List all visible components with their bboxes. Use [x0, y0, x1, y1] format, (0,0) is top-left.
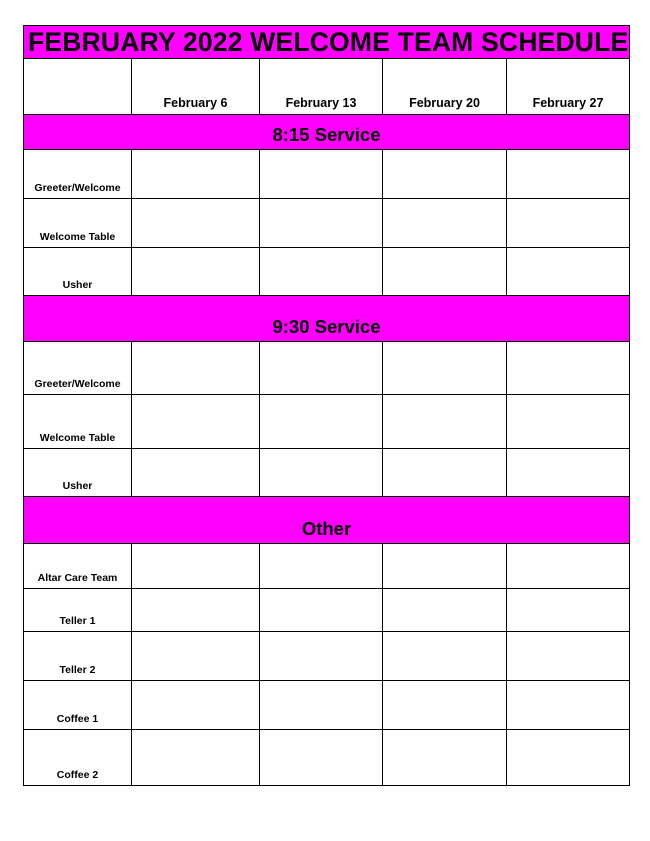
slot-cell[interactable] — [260, 449, 383, 497]
section-title: Other — [24, 497, 630, 544]
slot-cell[interactable] — [383, 681, 507, 730]
slot-cell[interactable] — [260, 730, 383, 786]
section-title: 9:30 Service — [24, 296, 630, 342]
date-header-2: February 13 — [260, 59, 383, 115]
slot-cell[interactable] — [260, 199, 383, 248]
slot-cell[interactable] — [507, 150, 630, 199]
section-row-815 — [24, 115, 630, 150]
slot-cell[interactable] — [383, 544, 507, 589]
table-row — [24, 395, 630, 449]
slot-cell[interactable] — [383, 199, 507, 248]
slot-cell[interactable] — [507, 544, 630, 589]
table-row — [24, 632, 630, 681]
slot-cell[interactable] — [383, 248, 507, 296]
slot-cell[interactable] — [260, 248, 383, 296]
slot-cell[interactable] — [132, 589, 260, 632]
slot-cell[interactable] — [383, 632, 507, 681]
role-label: Usher — [24, 449, 132, 497]
date-header-4: February 27 — [507, 59, 630, 115]
slot-cell[interactable] — [507, 199, 630, 248]
slot-cell[interactable] — [383, 395, 507, 449]
schedule-table — [23, 25, 630, 786]
slot-cell[interactable] — [260, 632, 383, 681]
role-label: Coffee 1 — [24, 681, 132, 730]
slot-cell[interactable] — [507, 395, 630, 449]
slot-cell[interactable] — [507, 342, 630, 395]
corner-cell — [24, 59, 132, 115]
table-row — [24, 342, 630, 395]
slot-cell[interactable] — [383, 342, 507, 395]
slot-cell[interactable] — [132, 449, 260, 497]
table-row — [24, 681, 630, 730]
slot-cell[interactable] — [383, 730, 507, 786]
date-header-1: February 6 — [132, 59, 260, 115]
date-header-row — [24, 59, 630, 115]
role-label: Teller 1 — [24, 589, 132, 632]
slot-cell[interactable] — [507, 248, 630, 296]
role-label: Usher — [24, 248, 132, 296]
slot-cell[interactable] — [260, 589, 383, 632]
slot-cell[interactable] — [132, 632, 260, 681]
table-row — [24, 449, 630, 497]
role-label: Coffee 2 — [24, 730, 132, 786]
role-label: Teller 2 — [24, 632, 132, 681]
section-title: 8:15 Service — [24, 115, 630, 150]
table-row — [24, 544, 630, 589]
role-label: Welcome Table — [24, 199, 132, 248]
slot-cell[interactable] — [260, 681, 383, 730]
role-label: Greeter/Welcome — [24, 342, 132, 395]
slot-cell[interactable] — [260, 342, 383, 395]
slot-cell[interactable] — [260, 150, 383, 199]
slot-cell[interactable] — [132, 681, 260, 730]
slot-cell[interactable] — [132, 342, 260, 395]
slot-cell[interactable] — [132, 150, 260, 199]
role-label: Greeter/Welcome — [24, 150, 132, 199]
slot-cell[interactable] — [260, 544, 383, 589]
slot-cell[interactable] — [132, 395, 260, 449]
slot-cell[interactable] — [507, 730, 630, 786]
slot-cell[interactable] — [132, 730, 260, 786]
slot-cell[interactable] — [383, 449, 507, 497]
slot-cell[interactable] — [507, 449, 630, 497]
slot-cell[interactable] — [132, 544, 260, 589]
slot-cell[interactable] — [507, 632, 630, 681]
slot-cell[interactable] — [132, 199, 260, 248]
date-header-3: February 20 — [383, 59, 507, 115]
slot-cell[interactable] — [132, 248, 260, 296]
role-label: Altar Care Team — [24, 544, 132, 589]
slot-cell[interactable] — [383, 589, 507, 632]
table-row — [24, 199, 630, 248]
slot-cell[interactable] — [260, 395, 383, 449]
table-row — [24, 730, 630, 786]
table-row — [24, 248, 630, 296]
section-row-other — [24, 497, 630, 544]
role-label: Welcome Table — [24, 395, 132, 449]
section-row-930 — [24, 296, 630, 342]
schedule-title: FEBRUARY 2022 WELCOME TEAM SCHEDULE — [24, 26, 630, 59]
table-row — [24, 150, 630, 199]
slot-cell[interactable] — [507, 681, 630, 730]
table-row — [24, 589, 630, 632]
slot-cell[interactable] — [383, 150, 507, 199]
slot-cell[interactable] — [507, 589, 630, 632]
